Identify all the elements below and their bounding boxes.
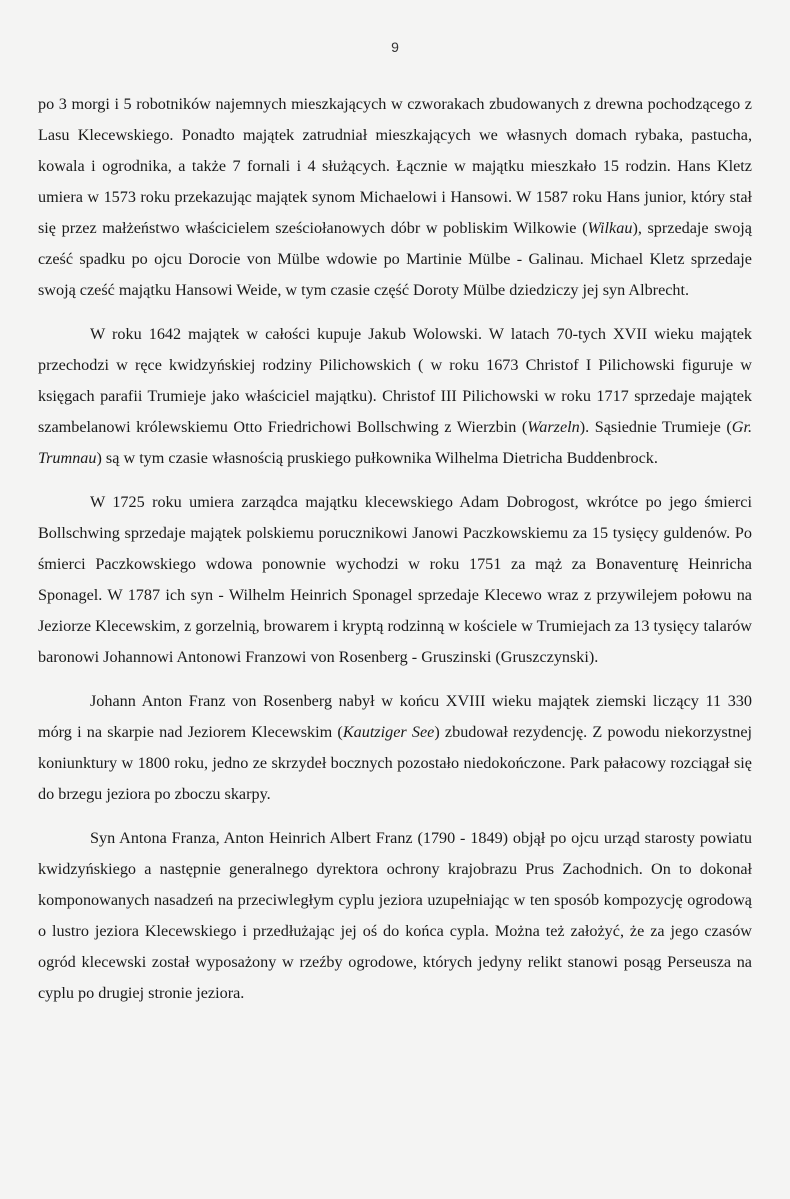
text-run: Syn Antona Franza, Anton Heinrich Albert Franz (1790 - 1849) objął po ojcu urząd starosty powiatu kwidzyńskiego a następnie generalnego dyrektora ochrony krajobrazu Prus Zachodnich. On to dokonał komponowanych nasadzeń na przeciwległym cyplu jeziora uzupełniając w ten sposób kompozycję ogrodową o lustro jeziora Klecewskiego i przedłużając jej oś do końca cypla. Można też założyć, że za jego czasów ogród klecewski został wyposażony w rzeźby ogrodowe, których jedyny relikt stanowi posąg Perseusza na cyplu po drugiej stronie jeziora. [38,829,752,1002]
italic-text-run: Kautziger See [342,723,435,741]
text-run: ), sprzedaje swoją cześć spadku po ojcu Dorocie von Mülbe wdowie po Martinie Mülbe - Galinau. Michael Kletz sprzedaje swoją cześć majątku Hansowi Weide, w tym czasie część Doroty Mülbe dziedziczy jej syn Albrecht. [38,219,752,299]
page-number: 9 [391,39,399,55]
italic-text-run: Gr. Trumnau [38,418,752,467]
paragraph [38,686,752,810]
paragraph [38,823,752,1009]
text-run: Johann Anton Franz von Rosenberg nabył w końcu XVIII wieku majątek ziemski liczący 11 330 mórg i na skarpie nad Jeziorem Klecewskim ( [38,692,752,741]
body-text [38,89,752,1022]
text-run: W roku 1642 majątek w całości kupuje Jakub Wolowski. W latach 70-tych XVII wieku majątek przechodzi w ręce kwidzyńskiej rodziny Pilichowskich ( w roku 1673 Christof I Pilichowski figuruje w księgach parafii Trumieje jako właściciel majątku). Christof III Pilichowski w roku 1717 sprzedaje majątek szambelanowi królewskiemu Otto Friedrichowi Bollschwing z Wierzbin ( [38,325,752,436]
paragraph [38,319,752,474]
text-run: po 3 morgi i 5 robotników najemnych mieszkających w czworakach zbudowanych z drewna pochodzącego z Lasu Klecewskiego. Ponadto majątek zatrudniał mieszkających we własnych domach rybaka, pastucha, kowala i ogrodnika, a także 7 fornali i 4 służących. Łącznie w majątku mieszkało 15 rodzin. Hans Kletz umiera w 1573 roku przekazując majątek synom Michaelowi i Hansowi. W 1587 roku Hans junior, który stał się przez małżeństwo właścicielem sześciołanowych dóbr w pobliskim Wilkowie ( [38,95,752,237]
italic-text-run: Wilkau [587,219,633,237]
paragraph [38,487,752,673]
italic-text-run: Warzeln [527,418,580,436]
text-run: ) zbudował rezydencję. Z powodu niekorzystnej koniunktury w 1800 roku, jedno ze skrzydeł bocznych pozostało niedokończone. Park pałacowy rozciągał się do brzegu jeziora po zboczu skarpy. [38,723,752,803]
text-run: ). Sąsiednie Trumieje ( [579,418,732,436]
paragraph [38,89,752,306]
text-run: W 1725 roku umiera zarządca majątku klecewskiego Adam Dobrogost, wkrótce po jego śmierci Bollschwing sprzedaje majątek polskiemu porucznikowi Janowi Paczkowskiemu za 15 tysięcy guldenów. Po śmierci Paczkowskiego wdowa ponownie wychodzi w roku 1751 za mąż za Bonaventurę Heinricha Sponagel. W 1787 ich syn - Wilhelm Heinrich Sponagel sprzedaje Klecewo wraz z przywilejem połowu na Jeziorze Klecewskim, z gorzelnią, browarem i kryptą rodzinną w kościele w Trumiejach za 13 tysięcy talarów baronowi Johannowi Antonowi Franzowi von Rosenberg - Gruszinski (Gruszczynski). [38,493,752,666]
text-run: ) są w tym czasie własnością pruskiego pułkownika Wilhelma Dietricha Buddenbrock. [96,449,658,467]
